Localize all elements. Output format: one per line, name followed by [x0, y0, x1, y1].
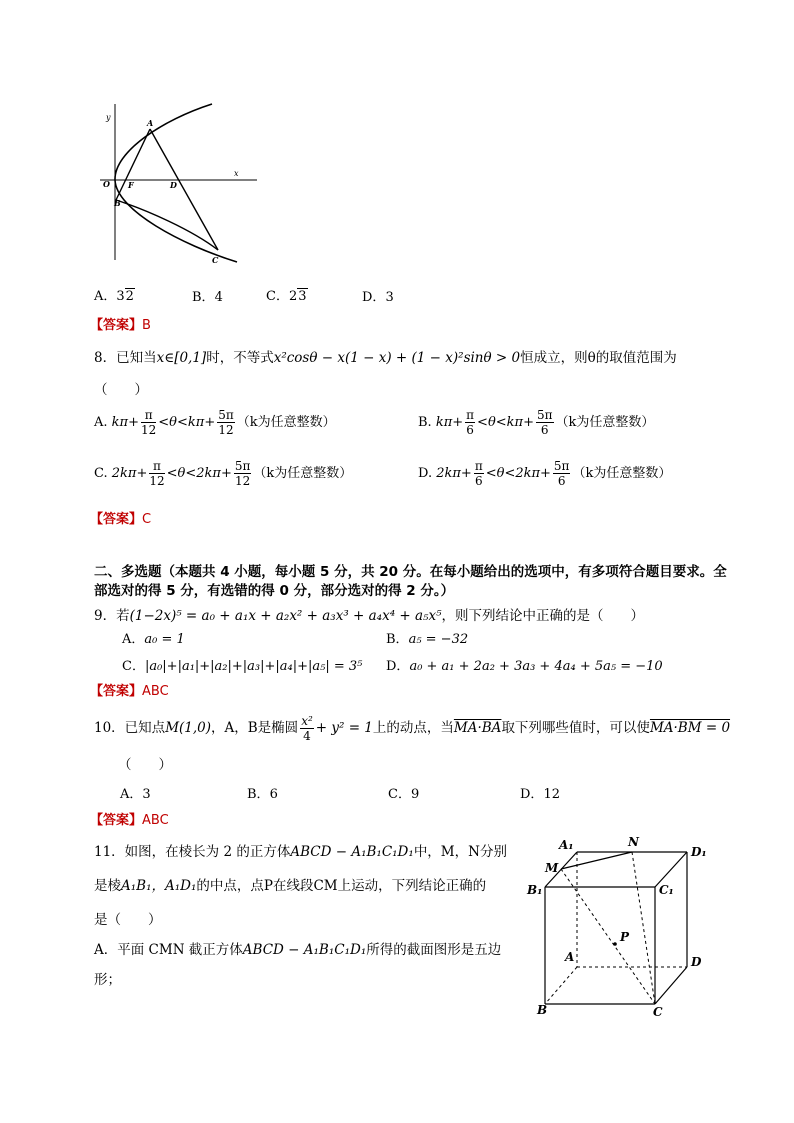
label-o: O — [103, 179, 110, 189]
q9-option-c: C．|a₀|+|a₁|+|a₂|+|a₃|+|a₄|+|a₅| = 3⁵ — [122, 659, 363, 674]
q11-cube-figure — [525, 832, 720, 1022]
q8-option-c: C. 2kπ+ $\frac{\pi}{12}$ <θ<2kπ+ $\frac{5\pi}{12}$ （k为任意整数） — [94, 459, 353, 488]
q9-option-d: D．a₀ + a₁ + 2a₂ + 3a₃ + 4a₄ + 5a₅ = −10 — [386, 659, 663, 674]
label-d: D — [691, 955, 702, 969]
label-c: C — [653, 1005, 663, 1019]
label-f: F — [128, 180, 134, 190]
section2-heading-line2: 部选对的得 5 分，有选错的得 0 分，部分选对的得 2 分。） — [94, 583, 455, 599]
section2-heading-line1: 二、多选题（本题共 4 小题，每小题 5 分，共 20 分。在每小题给出的选项中，有多项符合题目要求。全 — [94, 564, 727, 580]
q10-option-b: B．6 — [247, 787, 278, 802]
q11-line2: 是棱A₁B₁，A₁D₁的中点，点P在线段CM上运动，下列结论正确的 — [94, 878, 487, 894]
label-y: y — [106, 113, 111, 122]
label-b: B — [114, 198, 121, 208]
q9-option-b: B．a₅ = −32 — [386, 632, 469, 647]
q7-option-d: D．3 — [362, 290, 394, 305]
q7-answer: 【答案】B — [90, 318, 151, 333]
q11-line1: 11．如图，在棱长为 2 的正方体ABCD − A₁B₁C₁D₁中，M，N分别 — [94, 844, 507, 860]
segment-ac — [150, 129, 218, 250]
q11-line3: 是（ ） — [94, 912, 162, 928]
label-p: P — [620, 930, 630, 944]
label-n: N — [628, 835, 639, 849]
q8-blank: （ ） — [94, 382, 148, 398]
q9-option-a: A．a₀ = 1 — [122, 632, 185, 647]
q11-option-a-end: 形； — [94, 972, 121, 988]
label-b1: B₁ — [527, 883, 543, 897]
segment-m-n — [561, 852, 632, 869]
q10-question: 10．已知点M(1,0)，A，B是椭圆 $\frac{\text{x²}}{4}$ + y² = 1上的动点，当MA·BA取下列哪些值时，可以使MA·BM = 0 — [94, 714, 731, 743]
label-a: A — [147, 118, 154, 128]
q10-option-d: D．12 — [520, 787, 560, 802]
label-x: x — [234, 169, 239, 178]
segment-m-c — [561, 869, 655, 1004]
label-c: C — [212, 255, 219, 265]
q10-blank: （ ） — [118, 757, 172, 773]
q10-option-c: C．9 — [388, 787, 420, 802]
edge-a-b — [545, 967, 577, 1004]
q7-option-b: B．4 — [192, 290, 223, 305]
q9-question: 9．若(1−2x)⁵ = a₀ + a₁x + a₂x² + a₃x³ + a₄x⁴ + a₅x⁵，则下列结论中正确的是（ ） — [94, 608, 644, 624]
edge-d1-c1 — [655, 852, 687, 887]
q7-option-a: A．32 — [94, 289, 134, 304]
q8-option-b: B. kπ+ $\frac{\pi}{6}$ <θ<kπ+ $\frac{5\pi}{6}$ （k为任意整数） — [418, 408, 655, 437]
label-d1: D₁ — [691, 845, 707, 859]
label-a1: A₁ — [559, 838, 574, 852]
q10-answer: 【答案】ABC — [90, 813, 169, 828]
edge-d-c — [655, 967, 687, 1004]
q11-option-a: A．平面 CMN 截正方体ABCD − A₁B₁C₁D₁所得的截面图形是五边 — [94, 942, 502, 958]
label-m: M — [545, 861, 559, 875]
point-p — [613, 942, 617, 946]
label-a: A — [565, 950, 575, 964]
q10-option-a: A．3 — [120, 787, 151, 802]
q8-question: 8．已知当x∈[0,1]时，不等式x²cosθ − x(1 − x) + (1 − x)²sinθ > 0恒成立，则θ的取值范围为 — [94, 350, 677, 366]
q8-option-d: D. 2kπ+ $\frac{\pi}{6}$ <θ<2kπ+ $\frac{5\pi}{6}$ （k为任意整数） — [418, 459, 672, 488]
q9-answer: 【答案】ABC — [90, 684, 169, 699]
label-d: D — [170, 180, 177, 190]
q7-option-c: C．23 — [266, 289, 307, 304]
q8-option-a: A. kπ+ $\frac{\pi}{12}$ <θ<kπ+ $\frac{5\pi}{12}$ （k为任意整数） — [94, 408, 336, 437]
segment-n-c — [632, 852, 655, 1004]
label-b: B — [537, 1003, 548, 1017]
q8-answer: 【答案】C — [90, 512, 152, 527]
label-c1: C₁ — [659, 883, 674, 897]
q7-parabola-figure — [92, 100, 262, 270]
